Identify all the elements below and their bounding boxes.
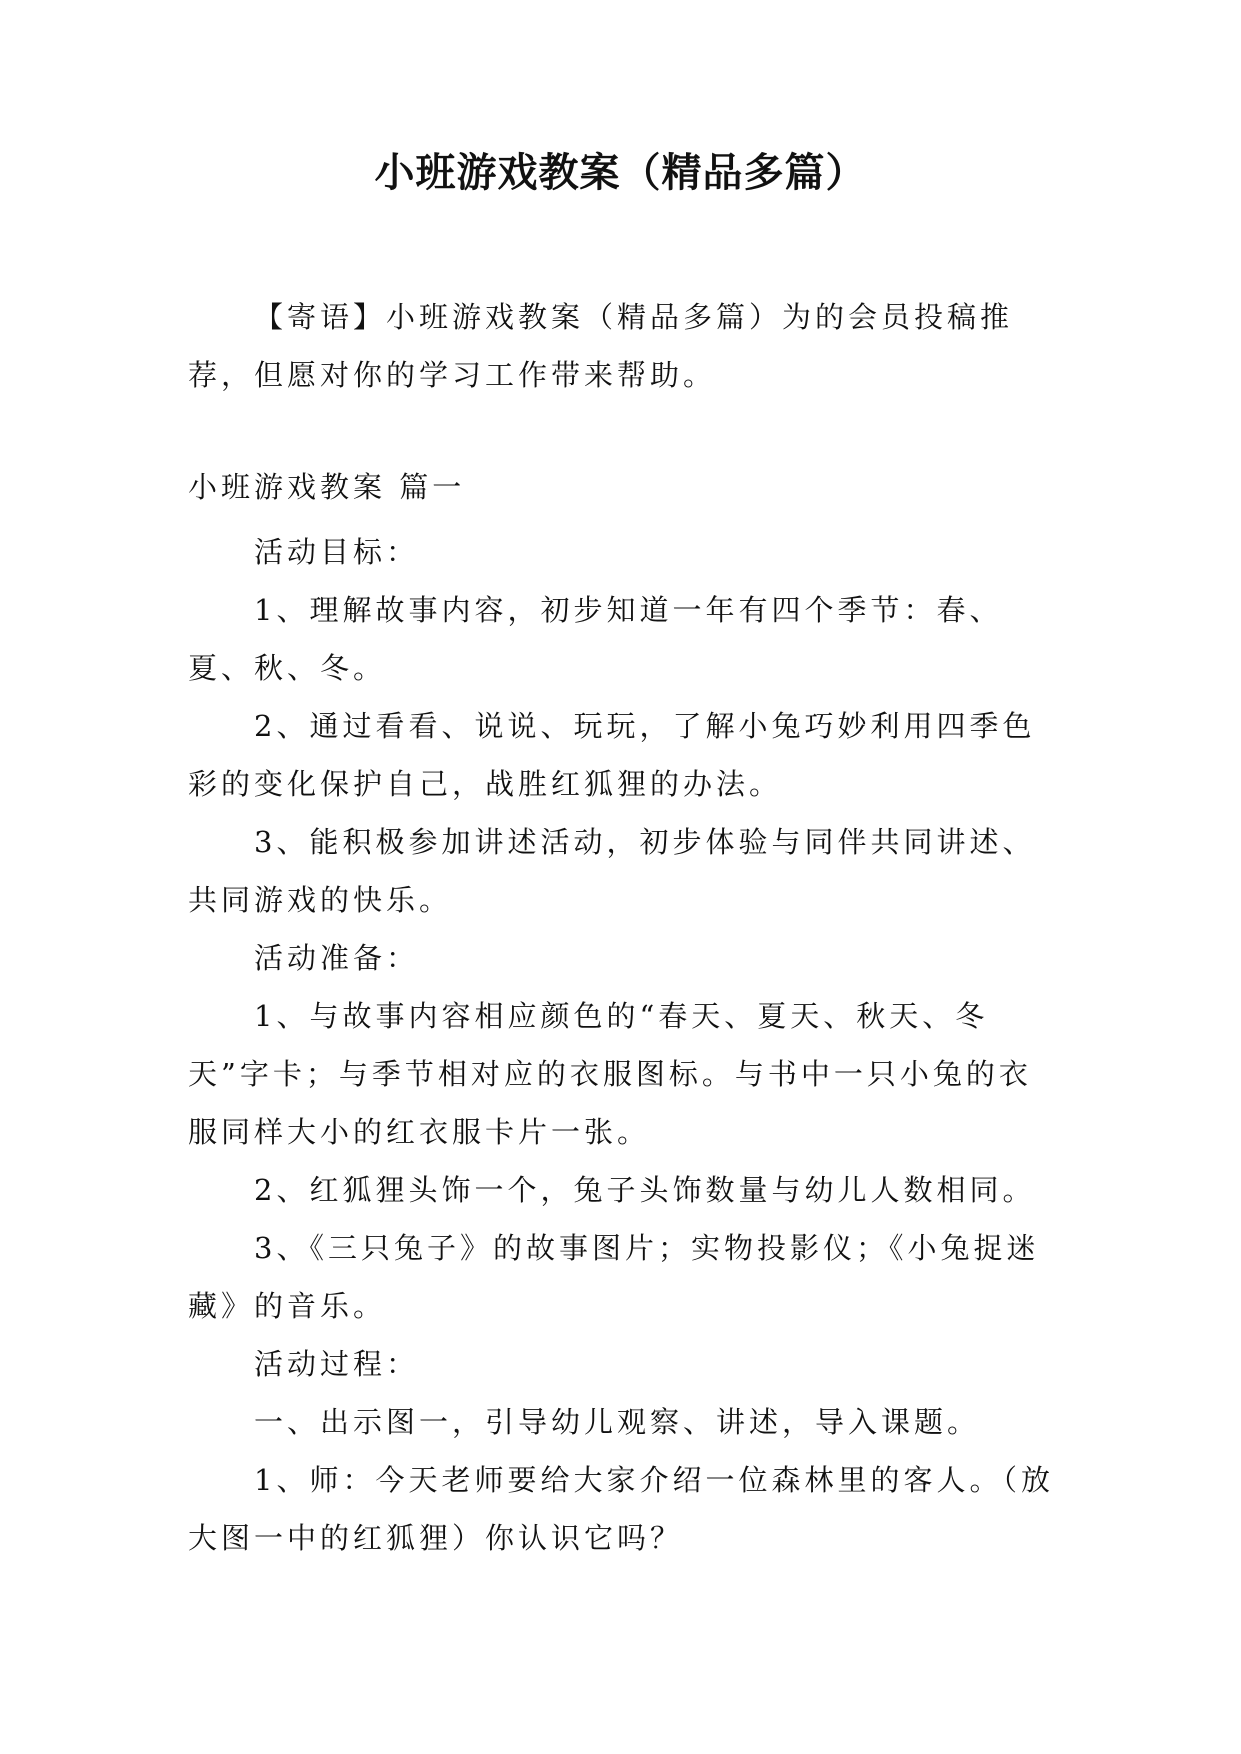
- body-text: [188, 523, 1058, 1567]
- paragraph-goal-3: 3、能积极参加讲述活动，初步体验与同伴共同讲述、共同游戏的快乐。: [188, 825, 1036, 917]
- paragraph-process-item-1: 1、师：今天老师要给大家介绍一位森林里的客人。（放大图一中的红狐狸）你认识它吗？: [188, 1463, 1054, 1555]
- paragraph-goal-2: 2、通过看看、说说、玩玩，了解小兔巧妙利用四季色彩的变化保护自己，战胜红狐狸的办法。: [188, 709, 1036, 801]
- paragraph-prep-1: 1、与故事内容相应颜色的“春天、夏天、秋天、冬天”字卡；与季节相对应的衣服图标。与书中一只小兔的衣服同样大小的红衣服卡片一张。: [188, 999, 1032, 1149]
- paragraph-prep-3: 3、《三只兔子》的故事图片；实物投影仪；《小兔捉迷藏》的音乐。: [188, 1231, 1040, 1323]
- section-heading: 小班游戏教案 篇一: [188, 470, 466, 504]
- intro-paragraph: 【寄语】小班游戏教案（精品多篇）为的会员投稿推荐，但愿对你的学习工作带来帮助。: [188, 300, 1014, 392]
- paragraph-activity-goals: 活动目标：: [254, 535, 420, 569]
- paragraph-activity-process: 活动过程：: [254, 1347, 420, 1381]
- paragraph-process-step-1: 一、出示图一，引导幼儿观察、讲述，导入课题。: [254, 1405, 981, 1439]
- paragraph-prep-2: 2、红狐狸头饰一个，兔子头饰数量与幼儿人数相同。: [254, 1173, 1036, 1207]
- paragraph-activity-prep: 活动准备：: [254, 941, 420, 975]
- paragraph-goal-1: 1、理解故事内容，初步知道一年有四个季节：春、夏、秋、冬。: [188, 593, 1003, 685]
- document-title: 小班游戏教案（精品多篇）: [374, 149, 867, 196]
